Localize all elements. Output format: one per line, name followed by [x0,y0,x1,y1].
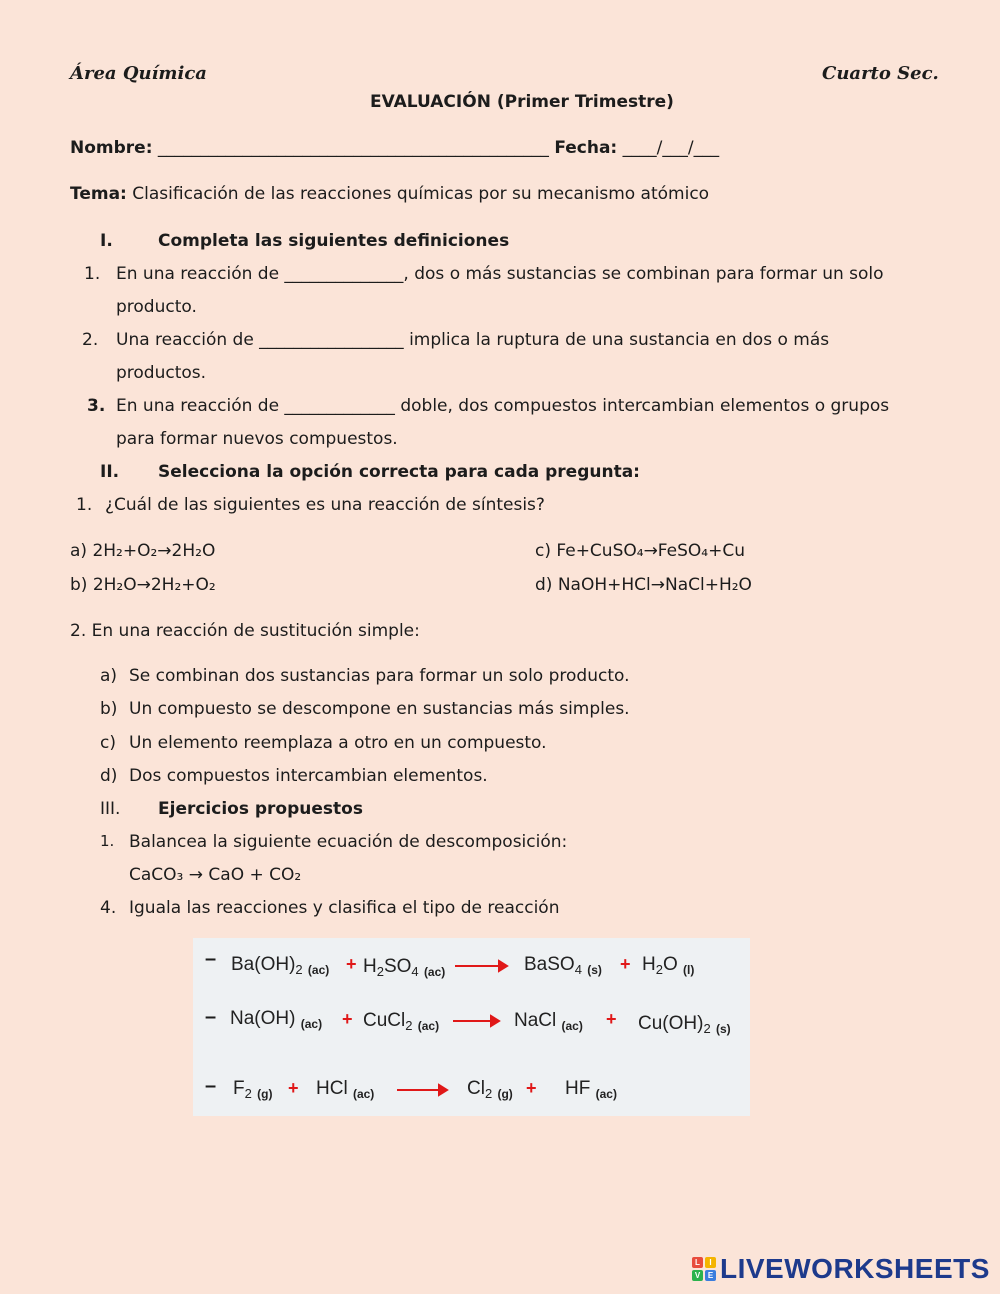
eq1-r2-sub: 2 [376,964,384,979]
eq3-p1: Cl [467,1078,485,1099]
s1-item1-number: 1. [84,264,101,284]
eq1-product2 [642,954,694,977]
eq2-p2: Cu(OH) [638,1013,704,1034]
eq1-p2b: O [662,954,678,975]
eq2-r1: Na(OH) [230,1008,296,1029]
logo-text: LIVEWORKSHEETS [720,1253,990,1284]
eq2-r1-state: (ac) [300,1017,323,1031]
liveworksheets-logo[interactable] [692,1252,990,1286]
eq3-plus1: + [288,1078,299,1098]
eq3-product1 [467,1078,513,1101]
eq2-r2-sub: 2 [405,1018,413,1033]
logo-tile-e: E [705,1270,716,1281]
eq2-r2: CuCl [363,1010,406,1031]
eq3-product2 [565,1078,617,1101]
eq1-plus2: + [620,954,631,974]
q2-option-b-letter: b) [100,699,118,719]
section3-number: III. [100,799,121,819]
eq1-r2b: SO [383,956,412,977]
fecha-label: Fecha: [554,138,618,158]
eq2-r2-state: (ac) [417,1019,440,1033]
arrow-1-head [499,961,507,971]
s1-item1-line2: producto. [116,297,197,317]
logo-tile-l: L [692,1257,703,1268]
eq1-p2-state: (l) [683,963,695,977]
q1-option-d[interactable]: d) NaOH+HCl→NaCl+H₂O [535,575,752,595]
eq3-p1-sub: 2 [484,1086,493,1101]
eq2-p2-sub: 2 [703,1021,711,1036]
eq1-plus1: + [346,954,357,974]
tema-row [70,184,709,204]
eq2-p1: NaCl [514,1010,557,1031]
q2-option-b[interactable]: Un compuesto se descompone en sustancias más simples. [129,699,630,719]
eq3-r2-state: (ac) [352,1087,375,1101]
eq2-reactant1 [230,1008,322,1031]
grade-label: Cuarto Sec. [822,63,939,84]
page-title: EVALUACIÓN (Primer Trimestre) [370,92,674,112]
logo-tiles-icon [692,1257,716,1281]
eq1-reactant1 [231,954,329,977]
s1-item3-number: 3. [87,396,106,416]
q1-number: 1. [76,495,93,515]
equations-image [193,938,750,1116]
nombre-line[interactable]: ______________________________________________ [157,138,549,158]
eq2-product2 [638,1013,731,1036]
arrow-3-head [439,1085,447,1095]
s1-item3-line1: En una reacción de _____________ doble, dos compuestos intercambian elementos o grupos [116,396,890,416]
eq2-plus2: + [606,1009,617,1029]
ex1-equation: CaCO₃ → CaO + CO₂ [129,865,302,885]
q2-option-a-letter: a) [100,666,118,686]
eq2-reactant2 [363,1010,439,1033]
eq3-r2: HCl [316,1078,348,1099]
eq3-p2-state: (ac) [595,1087,617,1101]
eq3-dash: – [205,1075,217,1097]
eq3-reactant2 [316,1078,374,1101]
ex4-text: Iguala las reacciones y clasifica el tipo de reacción [129,898,560,918]
area-label: Área Química [70,63,207,84]
eq3-r1-sub: 2 [244,1086,252,1101]
q1-option-a[interactable]: a) 2H₂+O₂→2H₂O [70,541,216,561]
eq1-dash: – [205,948,217,970]
eq1-p1-sub: 4 [574,962,582,977]
q2-option-c-letter: c) [100,733,116,753]
nombre-label: Nombre: [70,138,153,158]
eq1-r2: H [363,956,377,977]
eq1-r1-state: (ac) [307,963,330,977]
q2-text: 2. En una reacción de sustitución simple: [70,621,420,641]
eq2-plus1: + [342,1009,353,1029]
fecha-line[interactable]: ____/___/___ [622,138,720,158]
nombre-row [70,138,719,158]
q2-option-d-letter: d) [100,766,118,786]
eq2-dash: – [205,1006,217,1028]
arrow-2-head [491,1016,499,1026]
q1-text: ¿Cuál de las siguientes es una reacción de síntesis? [105,495,545,515]
ex1-text: Balancea la siguiente ecuación de descomposición: [129,832,568,852]
section1-title: Completa las siguientes definiciones [158,231,510,251]
eq1-p1-state: (s) [587,963,602,977]
eq3-reactant1 [233,1078,272,1101]
s1-item1-line1: En una reacción de ______________, dos o más sustancias se combinan para formar un solo [116,264,884,284]
eq2-p1-state: (ac) [561,1019,583,1033]
section1-number: I. [100,231,113,251]
eq1-p1: BaSO [524,954,575,975]
s1-item2-number: 2. [82,330,99,350]
q2-option-c[interactable]: Un elemento reemplaza a otro en un compuesto. [129,733,547,753]
ex1-number: 1. [100,832,115,850]
eq1-r2-state: (ac) [423,965,446,979]
logo-tile-i: I [705,1257,716,1268]
tema-text: Clasificación de las reacciones químicas por su mecanismo atómico [132,184,710,204]
eq3-plus2: + [526,1078,537,1098]
eq1-p2-sub: 2 [655,962,663,977]
eq1-p2: H [642,954,656,975]
q1-option-c[interactable]: c) Fe+CuSO₄→FeSO₄+Cu [535,541,745,561]
eq1-product1 [524,954,602,977]
ex4-number: 4. [100,898,117,918]
eq2-p2-state: (s) [715,1022,731,1036]
eq3-p1-state: (g) [497,1087,513,1101]
eq3-p2: HF [565,1078,591,1099]
eq2-product1 [514,1010,583,1033]
logo-tile-v: V [692,1270,703,1281]
tema-label: Tema: [70,184,127,204]
eq1-reactant2 [363,956,445,979]
eq3-r1-state: (g) [257,1087,273,1101]
eq3-r1: F [233,1078,245,1099]
s1-item2-line1: Una reacción de _________________ implica la ruptura de una sustancia en dos o más [116,330,830,350]
eq1-r1: Ba(OH) [231,954,296,975]
s1-item2-line2: productos. [116,363,207,383]
eq1-r1-sub: 2 [295,962,303,977]
section2-number: II. [100,462,120,482]
section2-title: Selecciona la opción correcta para cada pregunta: [158,462,640,482]
q1-option-b[interactable]: b) 2H₂O→2H₂+O₂ [70,575,216,595]
q2-option-a[interactable]: Se combinan dos sustancias para formar un solo producto. [129,666,630,686]
s1-item3-line2: para formar nuevos compuestos. [116,429,398,449]
eq1-r2b-sub: 4 [411,964,419,979]
q2-option-d[interactable]: Dos compuestos intercambian elementos. [129,766,488,786]
section3-title: Ejercicios propuestos [158,799,363,819]
